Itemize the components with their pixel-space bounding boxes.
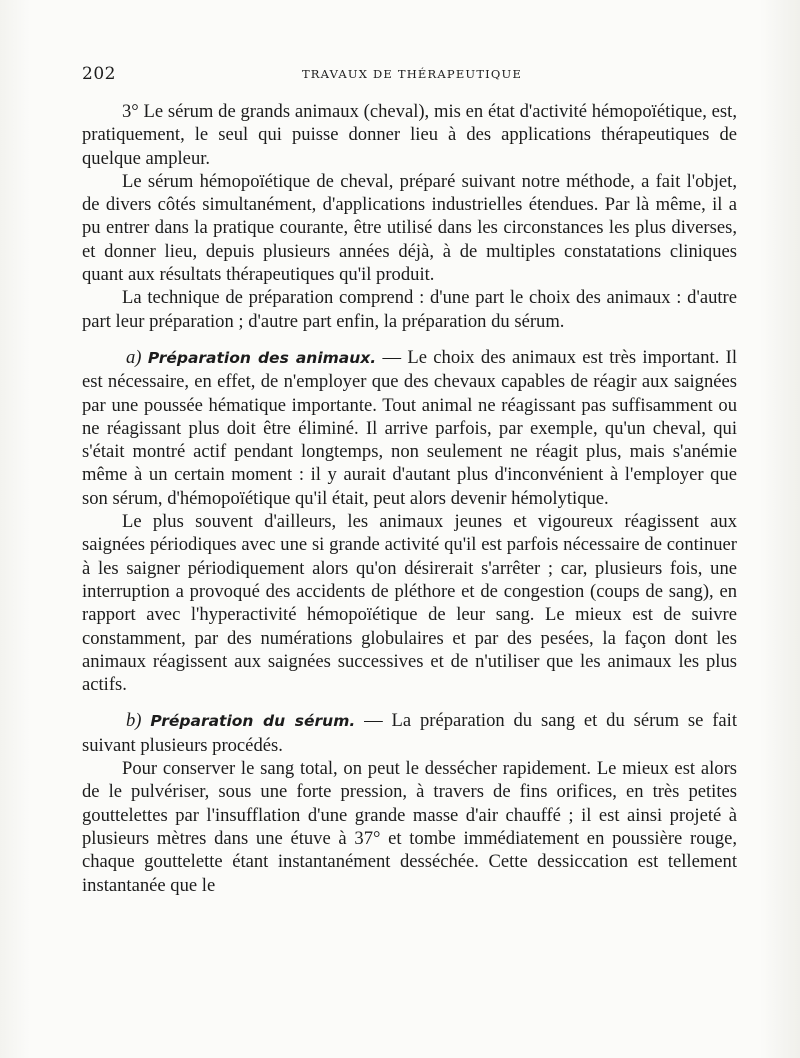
paragraph: 3° Le sérum de grands animaux (cheval), mis en état d'activité hémopoïétique, est, pratiquement, le seul qui puisse donner lieu à des applications thérapeutiques de quelque ampleur. [82, 101, 737, 169]
paragraph: La technique de préparation comprend : d'une part le choix des animaux : d'autre part leur préparation ; d'autre part enfin, la préparation du sérum. [82, 287, 737, 332]
section-a-paragraph [82, 346, 737, 510]
page-number: 202 [82, 64, 116, 84]
paragraph: Le plus souvent d'ailleurs, les animaux jeunes et vigoureux réagissent aux saignées périodiques avec une si grande activité qu'il est parfois nécessaire de continuer à les saigner périodiquement alors qu'on désirerait s'arrêter ; car, plusieurs fois, une interruption a provoqué des accidents de pléthore et de congestion (coups de sang), en rapport avec l'hyperactivité hémopoïétique de leur sang. Le mieux est de suivre constamment, par des numérations globulaires et par des pesées, la façon dont les animaux réagissent aux saignées successives et de n'utiliser que les animaux les plus actifs. [82, 511, 737, 696]
paragraph: Pour conserver le sang total, on peut le dessécher rapidement. Le mieux est alors de le pulvériser, sous une forte pression, à travers de fins orifices, en très petites gouttelettes par l'insufflation d'une grande masse d'air chauffé ; il est ainsi projeté à plusieurs mètres dans une étuve à 37° et tombe immédiatement en poussière rouge, chaque gouttelette étant instantanément desséchée. Cette dessiccation est tellement instantanée que le [82, 758, 737, 896]
section-a-text: — Le choix des animaux est très important. Il est nécessaire, en effet, de n'employer que des chevaux capables de réagir aux saignées par une poussée hématique importante. Tout animal ne réagissant pas suffisamment ou ne réagissant plus doit être éliminé. Il arrive parfois, par exemple, qu'un cheval, qui s'était montré actif pendant longtemps, non seulement ne réagit plus, mais s'anémie même à un certain moment : il y aurait d'autant plus d'inconvénient à l'employer que son sérum, d'hémopoïétique qu'il était, peut alors devenir hémolytique. [82, 346, 737, 509]
section-a-heading: Préparation des animaux. [147, 348, 377, 367]
running-title: TRAVAUX DE THÉRAPEUTIQUE [301, 67, 523, 81]
paragraph: Le sérum hémopoïétique de cheval, préparé suivant notre méthode, a fait l'objet, de divers côtés simultanément, d'applications industrielles étendues. Par là même, il a pu entrer dans la pratique courante, être utilisé dans les circonstances les plus diverses, et donner lieu, depuis plusieurs années déjà, à de multiples constatations cliniques quant aux résultats thérapeutiques qu'il produit. [82, 170, 737, 286]
page-header [82, 64, 742, 86]
page-body [82, 100, 737, 897]
section-b-paragraph [82, 709, 737, 757]
section-a-letter: a) [126, 346, 142, 368]
section-b-heading: Préparation du sérum. [150, 712, 356, 731]
section-b-text: — La préparation du sang et du sérum se fait suivant plusieurs procédés. [82, 710, 738, 756]
section-b-letter: b) [126, 710, 142, 732]
